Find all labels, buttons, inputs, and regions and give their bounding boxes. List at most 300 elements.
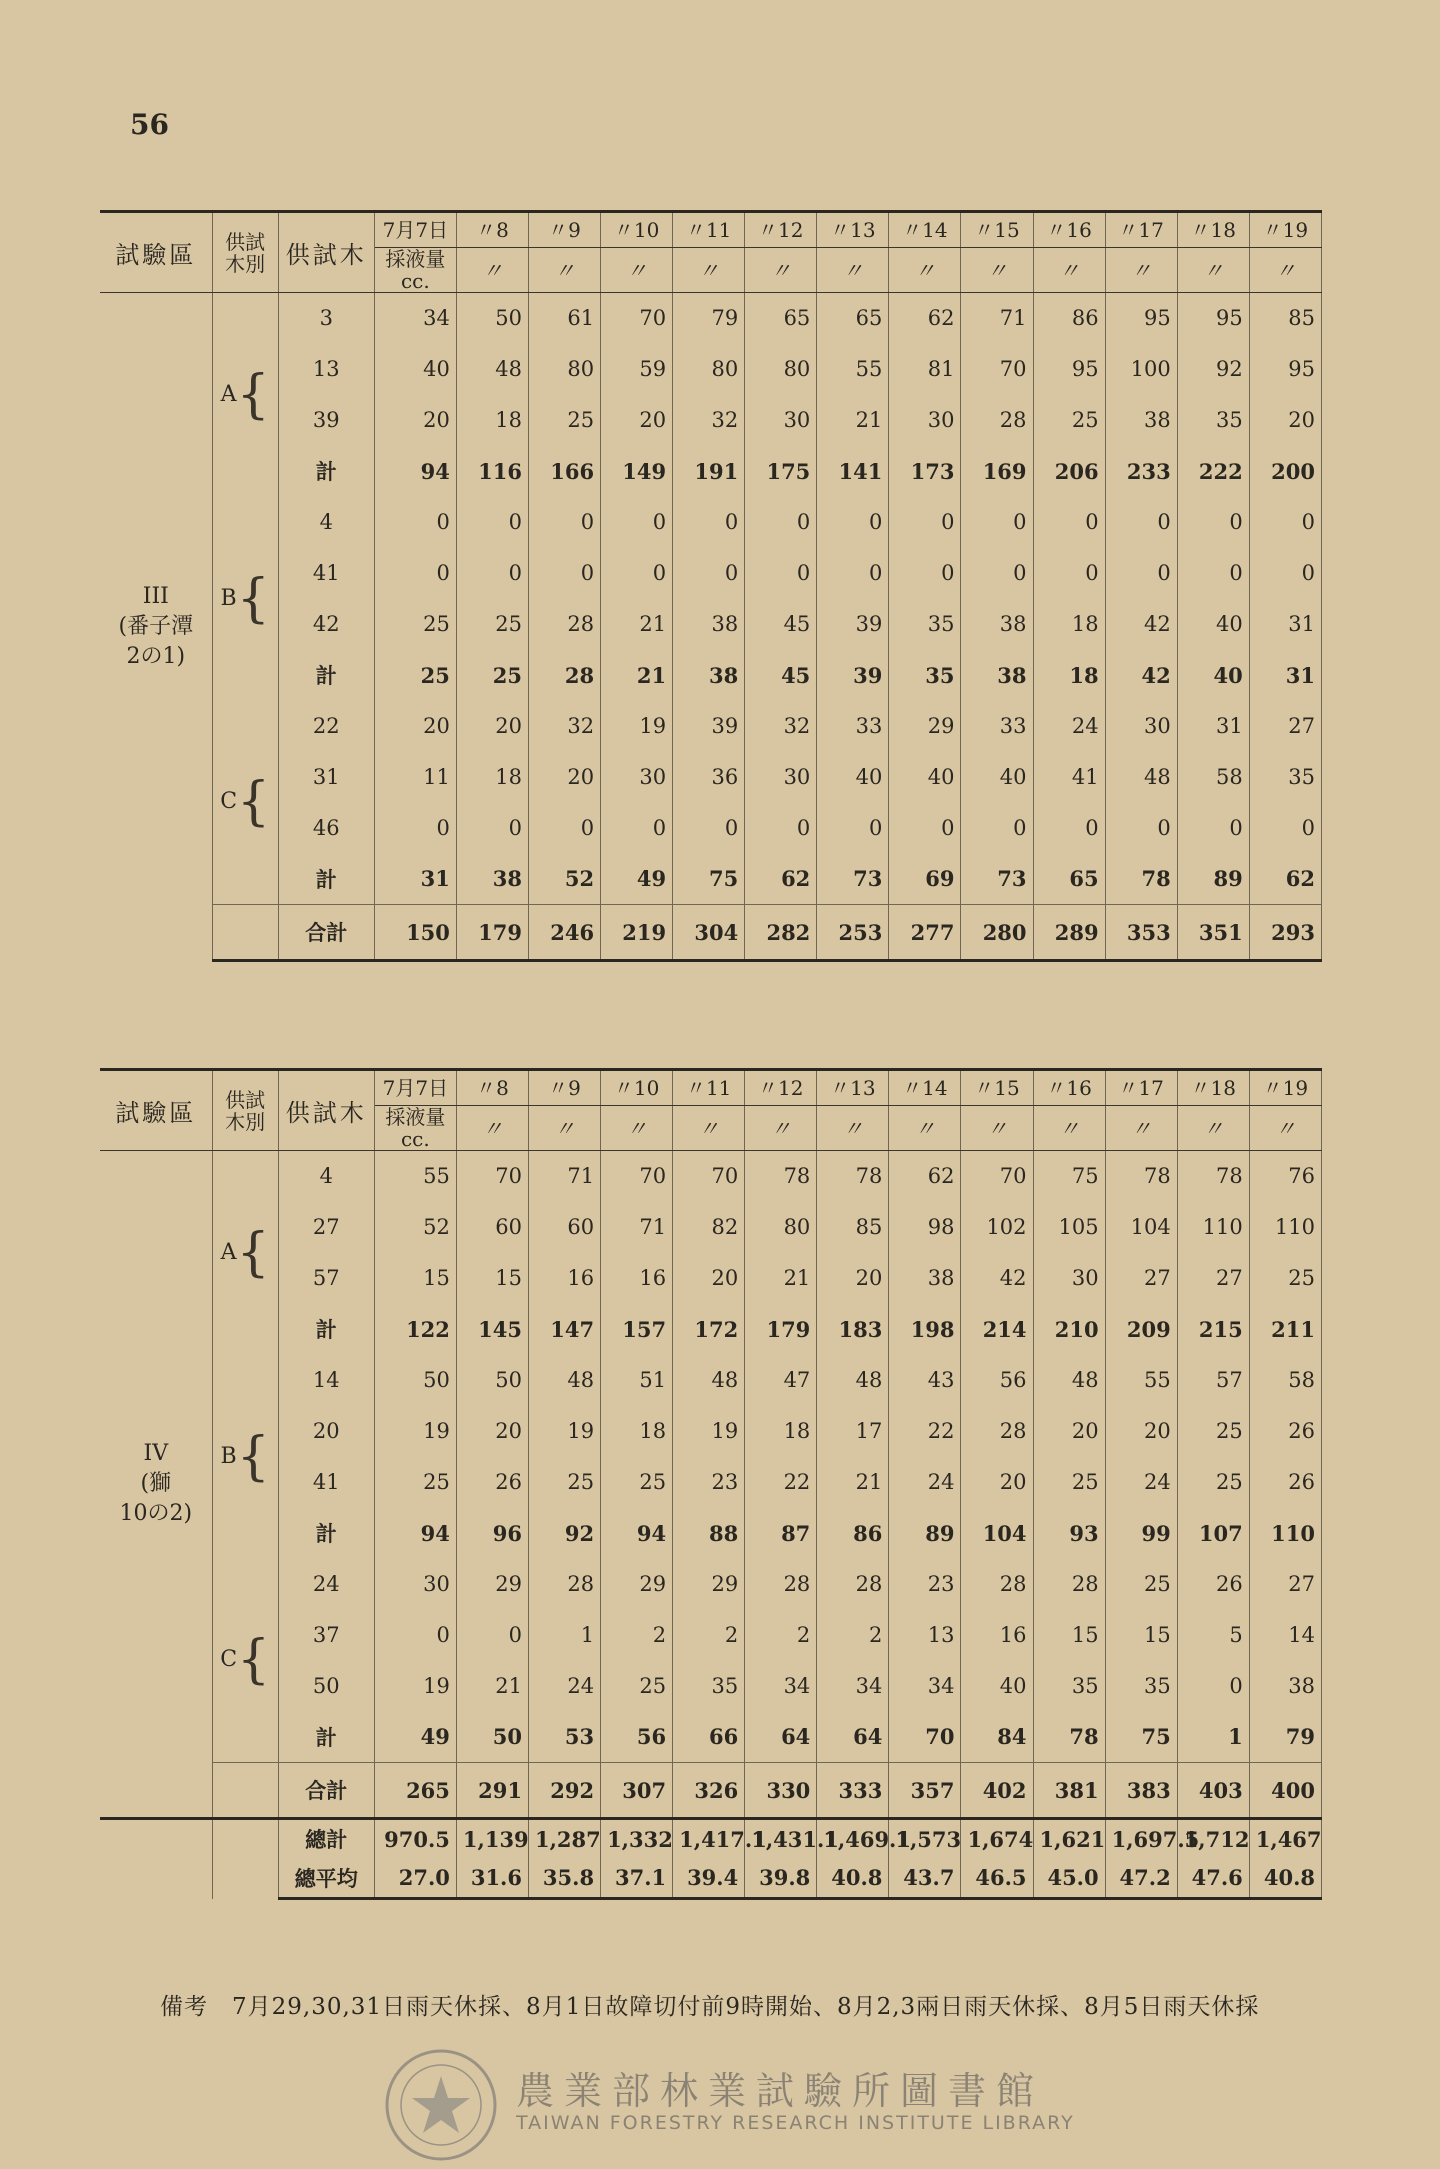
sap-value-cell: 38 [456, 854, 528, 905]
sap-value-cell: 38 [1105, 395, 1177, 446]
brace-glyph: { [236, 1222, 270, 1283]
sap-value-cell: 79 [1249, 1712, 1321, 1763]
sap-value-cell: 21 [745, 1253, 817, 1304]
sap-value-cell: 17 [817, 1406, 889, 1457]
sap-value-cell: 326 [673, 1763, 745, 1819]
group-header: 供試木別 [212, 1070, 278, 1151]
sap-value-cell: 20 [528, 752, 600, 803]
sap-value-cell: 25 [374, 650, 456, 701]
sap-value-cell: 73 [817, 854, 889, 905]
sap-value-cell: 1,697.5 [1105, 1819, 1177, 1859]
sap-value-cell: 30 [745, 752, 817, 803]
subtotal-label: 計 [278, 1712, 374, 1763]
sap-value-cell: 35 [1249, 752, 1321, 803]
sap-value-cell: 35 [1033, 1661, 1105, 1712]
sap-value-cell: 65 [1033, 854, 1105, 905]
brace-glyph: { [236, 568, 270, 629]
sap-value-cell: 0 [528, 803, 600, 854]
sap-value-cell: 92 [1177, 344, 1249, 395]
group-letter: A [220, 381, 237, 407]
date-header: 〃17 [1105, 1070, 1177, 1106]
sap-value-cell: 64 [817, 1712, 889, 1763]
date-header: 〃19 [1249, 212, 1321, 248]
table-row [100, 1661, 1322, 1712]
sap-value-cell: 214 [961, 1304, 1033, 1355]
sap-value-cell: 49 [374, 1712, 456, 1763]
sap-value-cell: 39 [817, 599, 889, 650]
sap-value-cell: 24 [889, 1457, 961, 1508]
sap-value-cell: 2 [817, 1610, 889, 1661]
sap-value-cell: 292 [528, 1763, 600, 1819]
sap-value-cell: 26 [456, 1457, 528, 1508]
sap-value-cell: 58 [1177, 752, 1249, 803]
sap-value-cell: 53 [528, 1712, 600, 1763]
sap-value-cell: 49 [601, 854, 673, 905]
sap-value-cell: 198 [889, 1304, 961, 1355]
sap-value-cell: 25 [1033, 1457, 1105, 1508]
sap-value-cell: 40 [889, 752, 961, 803]
sap-value-cell: 0 [1177, 1661, 1249, 1712]
sap-value-cell: 25 [1105, 1559, 1177, 1610]
sap-value-cell: 24 [1105, 1457, 1177, 1508]
sap-value-cell: 23 [889, 1559, 961, 1610]
sap-value-cell: 78 [817, 1151, 889, 1202]
sap-value-cell: 71 [961, 293, 1033, 344]
table-note: 備考 7月29,30,31日雨天休採、8月1日故障切付前9時開始、8月2,3兩日雨天休採、8月5日雨天休採 [160, 1994, 1260, 2020]
sap-value-cell: 27 [1105, 1253, 1177, 1304]
sap-value-cell: 15 [456, 1253, 528, 1304]
sap-value-cell: 26 [1249, 1406, 1321, 1457]
date-header: 〃19 [1249, 1070, 1321, 1106]
sap-value-cell: 38 [889, 1253, 961, 1304]
sap-value-cell: 0 [456, 497, 528, 548]
sap-value-cell: 78 [1033, 1712, 1105, 1763]
sap-value-cell: 35 [889, 650, 961, 701]
sap-value-cell: 35.8 [528, 1859, 600, 1899]
sap-value-cell: 0 [528, 497, 600, 548]
table-row [100, 1151, 1322, 1202]
sap-value-cell: 403 [1177, 1763, 1249, 1819]
sap-value-cell: 110 [1177, 1202, 1249, 1253]
sap-value-cell: 0 [817, 548, 889, 599]
sap-value-cell: 80 [673, 344, 745, 395]
sap-value-cell: 169 [961, 446, 1033, 497]
sap-value-cell: 147 [528, 1304, 600, 1355]
sap-value-cell: 282 [745, 905, 817, 961]
sap-value-cell: 0 [745, 548, 817, 599]
sap-value-cell: 19 [374, 1406, 456, 1457]
ditto-mark: 〃 [1033, 1106, 1105, 1151]
sap-value-cell: 27 [1177, 1253, 1249, 1304]
ditto-mark: 〃 [1177, 248, 1249, 293]
sap-value-cell: 0 [889, 548, 961, 599]
sap-value-cell: 25 [374, 599, 456, 650]
sap-value-cell: 304 [673, 905, 745, 961]
page-number: 56 [130, 108, 169, 141]
sap-value-cell: 209 [1105, 1304, 1177, 1355]
tree-number: 39 [278, 395, 374, 446]
sap-value-cell: 92 [528, 1508, 600, 1559]
sap-value-cell: 38 [673, 599, 745, 650]
sap-value-cell: 0 [601, 548, 673, 599]
sap-value-cell: 45 [745, 599, 817, 650]
ditto-mark: 〃 [1249, 1106, 1321, 1151]
sap-value-cell: 45.0 [1033, 1859, 1105, 1899]
sap-value-cell: 70 [601, 1151, 673, 1202]
sap-value-cell: 402 [961, 1763, 1033, 1819]
sap-value-cell: 39.8 [745, 1859, 817, 1899]
sap-value-cell: 0 [456, 803, 528, 854]
sap-value-cell: 25 [456, 650, 528, 701]
table-row [100, 344, 1322, 395]
sap-value-cell: 0 [745, 803, 817, 854]
sap-value-cell: 191 [673, 446, 745, 497]
subtotal-row [100, 854, 1322, 905]
sap-value-cell: 15 [374, 1253, 456, 1304]
sap-value-cell: 45 [745, 650, 817, 701]
sap-value-cell: 11 [374, 752, 456, 803]
library-seal-logo [376, 2046, 506, 2164]
sap-value-cell: 19 [673, 1406, 745, 1457]
sap-value-cell: 0 [1033, 497, 1105, 548]
sap-value-cell: 179 [456, 905, 528, 961]
unit-header: 採液量cc. [374, 1106, 456, 1151]
sap-value-cell: 0 [374, 803, 456, 854]
sap-value-cell: 42 [1105, 650, 1177, 701]
sap-value-cell: 78 [1105, 1151, 1177, 1202]
table-row [100, 701, 1322, 752]
sap-value-cell: 88 [673, 1508, 745, 1559]
sap-value-cell: 81 [889, 344, 961, 395]
sap-value-cell: 2 [673, 1610, 745, 1661]
sap-value-cell: 20 [1105, 1406, 1177, 1457]
table-row [100, 752, 1322, 803]
sap-value-cell: 246 [528, 905, 600, 961]
sap-value-cell: 98 [889, 1202, 961, 1253]
tree-number: 50 [278, 1661, 374, 1712]
date-header: 〃16 [1033, 1070, 1105, 1106]
sap-value-cell: 18 [1033, 650, 1105, 701]
sap-value-cell: 64 [745, 1712, 817, 1763]
sap-value-cell: 76 [1249, 1151, 1321, 1202]
sap-value-cell: 56 [961, 1355, 1033, 1406]
date-header: 〃18 [1177, 1070, 1249, 1106]
sap-value-cell: 21 [817, 1457, 889, 1508]
sap-value-cell: 43.7 [889, 1859, 961, 1899]
sap-value-cell: 0 [456, 548, 528, 599]
tree-number: 41 [278, 548, 374, 599]
sap-value-cell: 30 [601, 752, 673, 803]
sap-value-cell: 94 [374, 1508, 456, 1559]
empty-cell [212, 905, 278, 961]
tree-number: 57 [278, 1253, 374, 1304]
sap-value-cell: 145 [456, 1304, 528, 1355]
sap-value-cell: 18 [1033, 599, 1105, 650]
sap-value-cell: 46.5 [961, 1859, 1033, 1899]
sap-value-cell: 0 [1249, 497, 1321, 548]
ditto-mark: 〃 [456, 248, 528, 293]
sap-value-cell: 21 [601, 650, 673, 701]
sap-value-cell: 58 [1249, 1355, 1321, 1406]
sap-value-cell: 94 [601, 1508, 673, 1559]
sap-value-cell: 38 [961, 650, 1033, 701]
sap-value-cell: 173 [889, 446, 961, 497]
sap-value-cell: 48 [673, 1355, 745, 1406]
sap-value-cell: 157 [601, 1304, 673, 1355]
sap-value-cell: 23 [673, 1457, 745, 1508]
sap-value-cell: 84 [961, 1712, 1033, 1763]
tree-number: 20 [278, 1406, 374, 1457]
subtotal-label: 計 [278, 446, 374, 497]
sap-value-cell: 105 [1033, 1202, 1105, 1253]
sap-value-cell: 75 [1033, 1151, 1105, 1202]
sap-value-cell: 27.0 [374, 1859, 456, 1899]
date-header: 〃11 [673, 212, 745, 248]
sap-value-cell: 85 [817, 1202, 889, 1253]
sap-value-cell: 100 [1105, 344, 1177, 395]
group-label [212, 497, 278, 701]
sap-value-cell: 25 [528, 395, 600, 446]
sap-value-cell: 15 [1033, 1610, 1105, 1661]
sap-value-cell: 60 [528, 1202, 600, 1253]
plot-location: (番子潭 2の1) [118, 613, 194, 669]
empty-cell [212, 1763, 278, 1819]
date-header: 〃14 [889, 212, 961, 248]
sap-value-cell: 20 [961, 1457, 1033, 1508]
sap-value-cell: 35 [673, 1661, 745, 1712]
plot-name: III [142, 584, 169, 610]
sap-value-cell: 253 [817, 905, 889, 961]
ditto-mark: 〃 [889, 248, 961, 293]
sap-value-cell: 0 [374, 1610, 456, 1661]
sap-value-cell: 1,467 [1249, 1819, 1321, 1859]
table-row [100, 803, 1322, 854]
tree-number: 42 [278, 599, 374, 650]
tree-number: 14 [278, 1355, 374, 1406]
sap-value-cell: 1,712 [1177, 1819, 1249, 1859]
sap-value-cell: 52 [374, 1202, 456, 1253]
date-header: 〃17 [1105, 212, 1177, 248]
sap-value-cell: 24 [528, 1661, 600, 1712]
sap-value-cell: 1,573 [889, 1819, 961, 1859]
ditto-mark: 〃 [456, 1106, 528, 1151]
sap-value-cell: 16 [961, 1610, 1033, 1661]
sap-value-cell: 27 [1249, 701, 1321, 752]
sap-value-cell: 40.8 [1249, 1859, 1321, 1899]
sap-value-cell: 0 [961, 548, 1033, 599]
sap-value-cell: 82 [673, 1202, 745, 1253]
table-row [100, 1253, 1322, 1304]
sap-value-cell: 32 [745, 701, 817, 752]
sap-value-cell: 0 [601, 497, 673, 548]
subtotal-label: 計 [278, 1304, 374, 1355]
sap-value-cell: 277 [889, 905, 961, 961]
sap-value-cell: 215 [1177, 1304, 1249, 1355]
ditto-mark: 〃 [745, 248, 817, 293]
sap-value-cell: 172 [673, 1304, 745, 1355]
sap-value-cell: 179 [745, 1304, 817, 1355]
sap-value-cell: 55 [374, 1151, 456, 1202]
sap-value-cell: 30 [889, 395, 961, 446]
sap-value-cell: 50 [374, 1355, 456, 1406]
sap-value-cell: 79 [673, 293, 745, 344]
table-row [100, 1610, 1322, 1661]
sap-value-cell: 41 [1033, 752, 1105, 803]
ditto-mark: 〃 [817, 248, 889, 293]
sap-value-cell: 13 [889, 1610, 961, 1661]
sap-value-cell: 42 [961, 1253, 1033, 1304]
sap-value-cell: 1,431.1 [745, 1819, 817, 1859]
sap-value-cell: 71 [601, 1202, 673, 1253]
ditto-mark: 〃 [528, 1106, 600, 1151]
sap-value-cell: 1,621 [1033, 1819, 1105, 1859]
sap-value-cell: 33 [961, 701, 1033, 752]
sap-value-cell: 107 [1177, 1508, 1249, 1559]
sap-value-cell: 307 [601, 1763, 673, 1819]
total-row-label: 合計 [278, 1763, 374, 1819]
date-header: 〃15 [961, 212, 1033, 248]
sap-value-cell: 20 [601, 395, 673, 446]
sap-value-cell: 28 [745, 1559, 817, 1610]
table-row [100, 1406, 1322, 1457]
sap-value-cell: 50 [456, 1712, 528, 1763]
sap-value-cell: 1,469.1 [817, 1819, 889, 1859]
sap-value-cell: 2 [601, 1610, 673, 1661]
sap-value-cell: 116 [456, 446, 528, 497]
sap-value-cell: 78 [745, 1151, 817, 1202]
tree-header: 供試木 [278, 212, 374, 293]
sap-value-cell: 166 [528, 446, 600, 497]
sap-value-cell: 14 [1249, 1610, 1321, 1661]
tree-number: 22 [278, 701, 374, 752]
sap-value-cell: 85 [1249, 293, 1321, 344]
sap-value-cell: 99 [1105, 1508, 1177, 1559]
sap-yield-table-plot-iv [100, 1068, 1322, 1900]
sap-value-cell: 30 [1033, 1253, 1105, 1304]
table-row [100, 1202, 1322, 1253]
sap-value-cell: 40 [1177, 599, 1249, 650]
sap-value-cell: 40 [817, 752, 889, 803]
sap-value-cell: 59 [601, 344, 673, 395]
sap-value-cell: 18 [456, 395, 528, 446]
sap-value-cell: 32 [528, 701, 600, 752]
sap-value-cell: 25 [456, 599, 528, 650]
subtotal-label: 計 [278, 1508, 374, 1559]
sap-value-cell: 62 [889, 293, 961, 344]
date-header: 〃12 [745, 212, 817, 248]
sap-value-cell: 39 [817, 650, 889, 701]
sap-value-cell: 381 [1033, 1763, 1105, 1819]
sap-value-cell: 39.4 [673, 1859, 745, 1899]
sap-value-cell: 104 [961, 1508, 1033, 1559]
sap-value-cell: 20 [456, 701, 528, 752]
ditto-mark: 〃 [601, 1106, 673, 1151]
sap-value-cell: 60 [456, 1202, 528, 1253]
sap-value-cell: 1,139 [456, 1819, 528, 1859]
group-label [212, 293, 278, 497]
sap-value-cell: 18 [456, 752, 528, 803]
date-header: 〃16 [1033, 212, 1105, 248]
sap-value-cell: 73 [961, 854, 1033, 905]
sap-value-cell: 26 [1177, 1559, 1249, 1610]
sap-value-cell: 1,674 [961, 1819, 1033, 1859]
sap-value-cell: 39 [673, 701, 745, 752]
sap-value-cell: 289 [1033, 905, 1105, 961]
sap-value-cell: 61 [528, 293, 600, 344]
sap-value-cell: 86 [817, 1508, 889, 1559]
plot-place: 獅 [149, 1471, 172, 1497]
group-label [212, 1151, 278, 1355]
sap-value-cell: 48 [528, 1355, 600, 1406]
tree-number: 31 [278, 752, 374, 803]
sap-value-cell: 183 [817, 1304, 889, 1355]
sap-value-cell: 38 [673, 650, 745, 701]
date-header: 〃13 [817, 1070, 889, 1106]
table-row [100, 1355, 1322, 1406]
sap-value-cell: 29 [456, 1559, 528, 1610]
sap-value-cell: 0 [961, 497, 1033, 548]
sap-value-cell: 43 [889, 1355, 961, 1406]
sap-value-cell: 16 [528, 1253, 600, 1304]
sap-value-cell: 70 [456, 1151, 528, 1202]
subtotal-label: 計 [278, 650, 374, 701]
sap-value-cell: 31 [1249, 599, 1321, 650]
date-header: 〃9 [528, 212, 600, 248]
sap-value-cell: 40 [1177, 650, 1249, 701]
group-label [212, 1355, 278, 1559]
sap-value-cell: 78 [1177, 1151, 1249, 1202]
tree-number: 13 [278, 344, 374, 395]
sap-value-cell: 34 [745, 1661, 817, 1712]
table-row [100, 395, 1322, 446]
sap-value-cell: 48 [1033, 1355, 1105, 1406]
sap-value-cell: 37.1 [601, 1859, 673, 1899]
sap-value-cell: 40 [374, 344, 456, 395]
sap-value-cell: 0 [1249, 548, 1321, 599]
sap-value-cell: 0 [1033, 548, 1105, 599]
sap-value-cell: 0 [673, 497, 745, 548]
sap-value-cell: 2 [745, 1610, 817, 1661]
brace-glyph: { [236, 364, 270, 425]
sap-value-cell: 211 [1249, 1304, 1321, 1355]
sap-value-cell: 25 [528, 1457, 600, 1508]
sap-value-cell: 149 [601, 446, 673, 497]
sap-value-cell: 29 [601, 1559, 673, 1610]
grand-total-row-label: 總計 [278, 1819, 374, 1859]
sap-value-cell: 0 [817, 803, 889, 854]
sap-value-cell: 47 [745, 1355, 817, 1406]
sap-value-cell: 28 [817, 1559, 889, 1610]
ditto-mark: 〃 [745, 1106, 817, 1151]
sap-value-cell: 75 [673, 854, 745, 905]
sap-value-cell: 351 [1177, 905, 1249, 961]
sap-value-cell: 5 [1177, 1610, 1249, 1661]
sap-value-cell: 0 [456, 1610, 528, 1661]
date-header: 〃9 [528, 1070, 600, 1106]
sap-value-cell: 20 [1033, 1406, 1105, 1457]
plot-header: 試驗區 [100, 212, 212, 293]
date-header: 〃12 [745, 1070, 817, 1106]
sap-value-cell: 62 [889, 1151, 961, 1202]
sap-value-cell: 20 [817, 1253, 889, 1304]
sap-value-cell: 0 [745, 497, 817, 548]
plot-location: (獅 10の2) [119, 1471, 193, 1526]
subtotal-row [100, 1304, 1322, 1355]
sap-value-cell: 293 [1249, 905, 1321, 961]
sap-value-cell: 0 [1105, 497, 1177, 548]
date-header: 〃18 [1177, 212, 1249, 248]
group-label [212, 1559, 278, 1763]
